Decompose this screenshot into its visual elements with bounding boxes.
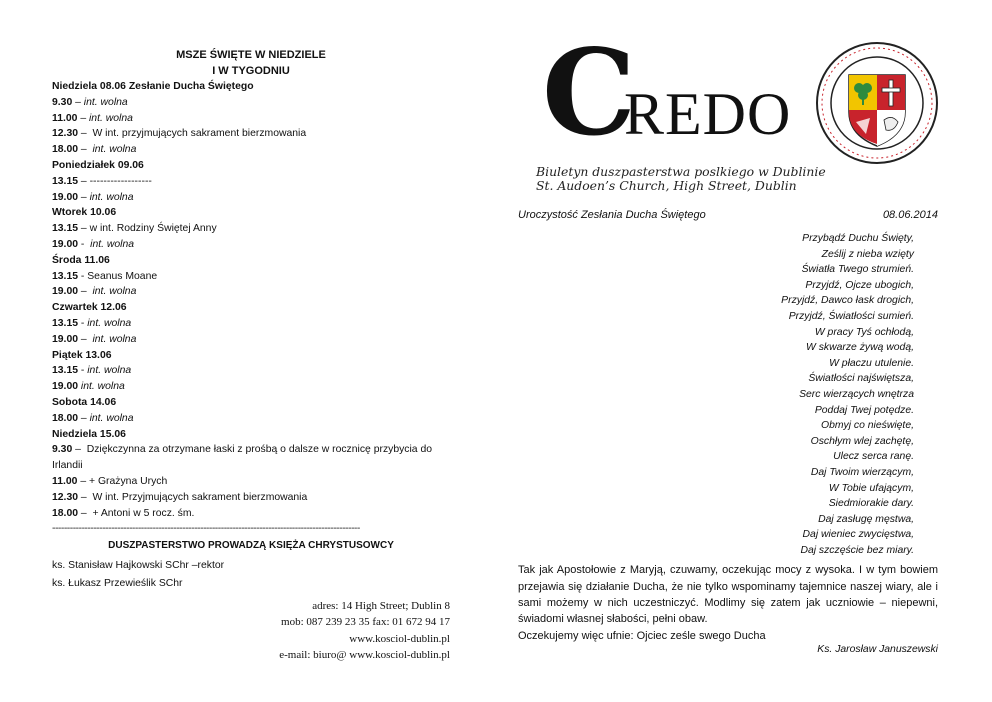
mass-time: 19.00 [52, 381, 79, 393]
mass-time: 11.00 [52, 475, 78, 487]
poem-line: Siedmiorakie dary. [828, 498, 914, 510]
reflection-paragraph [518, 562, 938, 643]
occasion-line [518, 209, 938, 221]
poem-line: Serc wierzących wnętrza [799, 388, 914, 400]
phone-fax: mob: 087 239 23 35 fax: 01 672 94 17 [281, 616, 450, 628]
poem-line: Przyjdź, Światłości sumień. [788, 310, 914, 322]
mass-time: 13.15 [52, 365, 79, 377]
schedule-mass-row [52, 316, 450, 332]
mass-separator: – [78, 491, 93, 503]
mass-intention: int. wolna [92, 333, 137, 345]
mass-separator: – [78, 175, 90, 187]
website-link[interactable]: www.kosciol-dublin.pl [349, 632, 450, 645]
masthead [518, 23, 938, 165]
poem-line: Ulecz serca ranę. [833, 451, 914, 463]
schedule-mass-row [52, 174, 450, 190]
mass-intention: int. wolna [80, 381, 125, 393]
mass-time: 13.15 [52, 223, 79, 235]
subtitle-line-2: St. Audoen’s Church, High Street, Dublin [536, 178, 797, 193]
mass-separator: – [77, 112, 89, 124]
mass-time: 18.00 [52, 144, 79, 156]
mass-separator: – [78, 223, 90, 235]
reflection-last-line: Oczekujemy więc ufnie: Ojciec ześle swego Ducha [518, 629, 766, 642]
schedule-mass-row [52, 332, 450, 348]
mass-separator: - [78, 238, 91, 250]
mass-separator: - [78, 317, 88, 329]
schedule-day-heading: Wtorek 10.06 [52, 207, 117, 219]
schedule-mass-row [52, 506, 450, 522]
mass-separator: – [78, 144, 93, 156]
bulletin-column [518, 23, 938, 655]
divider: -------------------------------------------------------------------------------------------------------- [52, 523, 360, 535]
schedule-day-heading: Środa 11.06 [52, 254, 110, 266]
schedule-mass-row [52, 111, 450, 127]
mass-separator: - [78, 270, 88, 282]
mass-time: 13.15 [52, 317, 79, 329]
mass-time: 13.15 [52, 175, 79, 187]
mass-intention: W int. przyjmujących sakrament bierzmowania [92, 128, 307, 140]
mass-intention: int. wolna [92, 286, 137, 298]
signature: Ks. Jarosław Januszewski [817, 643, 938, 655]
schedule-day-heading: Czwartek 12.06 [52, 302, 127, 314]
schedule-title-line-2: I W TYGODNIU [212, 64, 290, 77]
mass-intention: + Antoni w 5 rocz. śm. [92, 507, 195, 519]
mass-intention: int. wolna [87, 365, 132, 377]
logo-title: REDO [624, 81, 792, 147]
reflection-text: Tak jak Apostołowie z Maryją, czuwamy, oczekując mocy z wysoka. I w tym bowiem przejawia się działanie Ducha, że nie tylko wspominamy tajemnice naszej wiary, ale i sami możemy w nich uczestniczyć. Modlimy się zatem jak uczniowie – niepewni, świadomi własnej słabości, pełni obaw. [518, 564, 938, 626]
schedule-title [52, 48, 450, 79]
mass-time: 19.00 [52, 191, 79, 203]
mass-intention: int. wolna [89, 191, 134, 203]
poem-line: W pracy Tyś ochłodą, [814, 326, 914, 338]
mass-intention: int. wolna [89, 412, 134, 424]
schedule-mass-row [52, 474, 450, 490]
mass-schedule-column [52, 48, 450, 664]
poem [518, 231, 938, 558]
poem-line: Ześlij z nieba wzięty [821, 248, 914, 260]
issue-date: 08.06.2014 [882, 209, 938, 221]
mass-time: 19.00 [52, 333, 79, 345]
mass-separator: – [72, 96, 84, 108]
mass-time: 12.30 [52, 491, 79, 503]
schedule-day-heading: Sobota 14.06 [52, 396, 117, 408]
schedule-mass-row [52, 237, 450, 253]
poem-line: Poddaj Twej potędze. [814, 404, 914, 416]
mass-time: 19.00 [52, 238, 79, 250]
schedule-mass-row [52, 221, 450, 237]
schedule-day-heading: Piątek 13.06 [52, 349, 112, 361]
schedule-list [52, 79, 450, 521]
mass-time: 9.30 [52, 444, 73, 456]
schedule-mass-row [52, 95, 450, 111]
mass-separator: – [78, 333, 93, 345]
mass-time: 11.00 [52, 112, 78, 124]
seal-emblem-icon [814, 40, 940, 166]
mass-time: 18.00 [52, 412, 79, 424]
occasion-title: Uroczystość Zesłania Ducha Świętego [518, 209, 706, 221]
poem-line: Oschłym wlej zachętę, [810, 435, 914, 447]
subtitle-line-1: Biuletyn duszpasterstwa poslkiego w Dublinie [536, 164, 826, 179]
poem-line: Światłości najświętsza, [808, 373, 914, 385]
mass-intention: Seanus Moane [87, 270, 158, 282]
mass-time: 13.15 [52, 270, 79, 282]
poem-line: Przyjdź, Ojcze ubogich, [805, 279, 914, 291]
mass-separator: – [78, 128, 93, 140]
mass-intention: W int. Przyjmujących sakrament bierzmowania [92, 491, 308, 503]
poem-line: W skwarze żywą wodą, [806, 342, 914, 354]
poem-line: Daj wieniec zwycięstwa, [802, 529, 914, 541]
schedule-mass-row [52, 190, 450, 206]
poem-line: W płaczu utulenie. [829, 357, 914, 369]
schedule-day-heading: Niedziela 08.06 Zesłanie Ducha Świętego [52, 81, 254, 92]
poem-line: Daj szczęście bez miary. [800, 544, 914, 556]
logo-initial: C [542, 23, 636, 162]
mass-time: 12.30 [52, 128, 79, 140]
mass-separator: – [78, 507, 93, 519]
poem-line: Daj zasługę męstwa, [818, 513, 914, 525]
organization-heading: DUSZPASTERSTWO PROWADZĄ KSIĘŻA CHRYSTUSOWCY [108, 540, 394, 552]
mass-separator: – [78, 412, 90, 424]
mass-separator: – [72, 444, 87, 456]
schedule-mass-row [52, 379, 450, 395]
mass-time: 9.30 [52, 96, 73, 108]
mass-intention: int. wolna [87, 317, 132, 329]
mass-intention: Dziękczynna za otrzymane łaski z prośbą o dalsze w rocznicę przybycia do Irlandii [52, 444, 433, 472]
schedule-day-heading: Poniedziałek 09.06 [52, 159, 144, 171]
poem-line: Przyjdź, Dawco łask drogich, [781, 295, 914, 307]
schedule-mass-row [52, 284, 450, 300]
schedule-mass-row [52, 269, 450, 285]
poem-line: Daj Twoim wierzącym, [810, 466, 914, 478]
mass-intention: ------------------ [89, 175, 152, 187]
email-link[interactable]: e-mail: biuro@ www.kosciol-dublin.pl [279, 649, 450, 661]
mass-intention: int. wolna [90, 238, 135, 250]
poem-line: W Tobie ufającym, [828, 482, 914, 494]
contact-block [52, 598, 450, 664]
mass-separator: – [78, 191, 90, 203]
schedule-title-line-1: MSZE ŚWIĘTE W NIEDZIELE [176, 49, 326, 61]
mass-intention: w int. Rodziny Świętej Anny [89, 223, 217, 235]
mass-separator: - [78, 365, 88, 377]
mass-intention: int. wolna [89, 112, 133, 124]
schedule-mass-row [52, 363, 450, 379]
poem-line: Przybądź Duchu Święty, [802, 233, 914, 244]
schedule-mass-row [52, 126, 450, 142]
priest-2: ks. Łukasz Przewieślik SChr [52, 577, 183, 589]
subtitle [536, 165, 938, 193]
address: adres: 14 High Street; Dublin 8 [312, 599, 450, 612]
schedule-mass-row [52, 490, 450, 506]
schedule-mass-row [52, 142, 450, 158]
mass-separator: – [77, 475, 89, 487]
mass-separator: – [78, 286, 93, 298]
mass-intention: int. wolna [83, 96, 128, 108]
poem-line: Obmyj co nieświęte, [821, 420, 914, 432]
mass-time: 19.00 [52, 286, 79, 298]
poem-line: Światła Twego strumień. [801, 264, 914, 276]
mass-intention: + Grażyna Urych [89, 475, 168, 487]
priest-1: ks. Stanisław Hajkowski SChr –rektor [52, 559, 225, 571]
mass-time: 18.00 [52, 507, 79, 519]
mass-intention: int. wolna [92, 144, 137, 156]
schedule-day-heading: Niedziela 15.06 [52, 428, 126, 440]
schedule-mass-row [52, 411, 450, 427]
schedule-mass-row [52, 442, 450, 474]
